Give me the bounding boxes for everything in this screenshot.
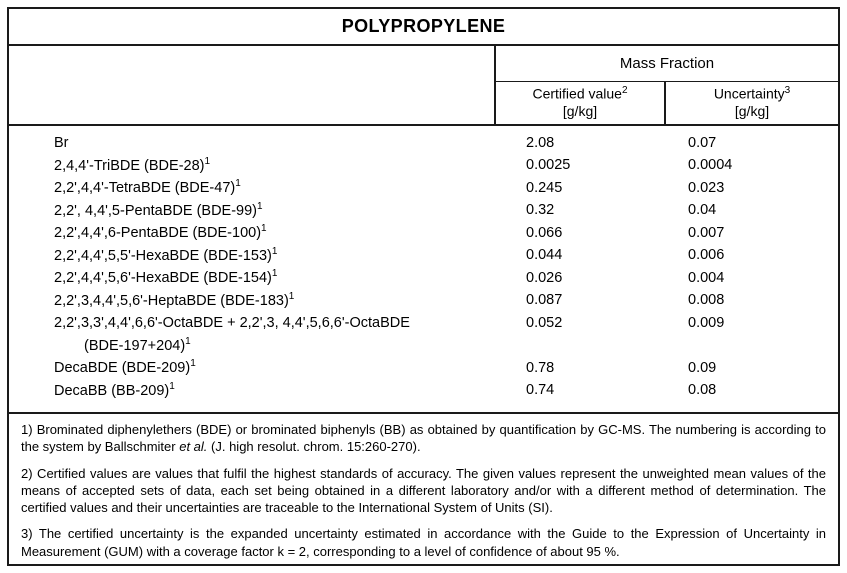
analyte-name: DecaBDE (BDE-209) xyxy=(54,359,191,376)
table-header xyxy=(9,46,838,126)
analyte-footnote-marker: 1 xyxy=(185,335,191,347)
analyte-name-cell xyxy=(9,201,496,219)
footnote-1 xyxy=(21,421,826,456)
header-cell-analyte xyxy=(9,46,496,82)
certified-value-cell: 2.08 xyxy=(526,134,555,151)
table-row xyxy=(9,246,838,269)
analyte-footnote-marker: 1 xyxy=(271,245,278,257)
page-title: POLYPROPYLENE xyxy=(341,16,506,37)
certified-value-unit: [g/kg] xyxy=(562,103,598,120)
certified-value-footnote-marker: 2 xyxy=(621,85,628,97)
uncertainty-cell: 0.009 xyxy=(688,314,725,331)
footnote-1-italic: et al. xyxy=(179,439,208,455)
uncertainty-cell: 0.07 xyxy=(688,134,717,151)
table-row xyxy=(9,201,838,224)
analyte-name: DecaBB (BB-209) xyxy=(54,382,170,399)
table-title-row xyxy=(9,9,838,46)
certificate-table xyxy=(7,7,840,566)
footnote-1-text-b: (J. high resolut. chrom. 15:260-270). xyxy=(207,439,421,455)
table-row xyxy=(9,133,838,156)
analyte-footnote-marker: 1 xyxy=(235,178,241,190)
certified-value-label: Certified value xyxy=(532,85,622,102)
analyte-name: 2,2',4,4',5,5'-HexaBDE (BDE-153) xyxy=(54,247,272,264)
header-row-bottom xyxy=(9,82,838,124)
uncertainty-cell: 0.08 xyxy=(688,382,717,399)
table-body xyxy=(9,126,838,414)
analyte-name-cell xyxy=(9,358,496,376)
analyte-name-cell xyxy=(9,156,496,174)
header-cell-certified-value xyxy=(496,82,666,124)
analyte-footnote-marker: 1 xyxy=(261,223,267,235)
analyte-name: 2,2',4,4',6-PentaBDE (BDE-100) xyxy=(54,224,262,241)
analyte-name: 2,2',3,4,4',5,6'-HeptaBDE (BDE-183) xyxy=(54,292,289,309)
analyte-name-cell xyxy=(9,291,496,309)
footnote-2: 2) Certified values are values that fulfil the highest standards of accuracy. The given values represent the unweighted mean values of the means of accepted sets of data, each set being obtained in a different laboratory and/or with a different method of determination. The certified values and their uncertainties are traceable to the International System of Units (SI). xyxy=(21,465,826,516)
certified-value-cell: 0.78 xyxy=(526,359,555,376)
certified-value-cell: 0.026 xyxy=(526,269,563,286)
uncertainty-cell: 0.004 xyxy=(688,269,725,286)
analyte-name: 2,2', 4,4',5-PentaBDE (BDE-99) xyxy=(54,202,257,219)
analyte-name-cell xyxy=(9,268,496,286)
table-row xyxy=(9,223,838,246)
analyte-footnote-marker: 1 xyxy=(169,380,175,392)
analyte-name-cell xyxy=(9,133,496,151)
footnote-1-text-a: 1) Brominated diphenylethers (BDE) or brominated biphenyls (BB) as obtained by quantification by GC-MS. The numbering is according to the system by Ballschmiter xyxy=(21,422,826,455)
analyte-name: Br xyxy=(54,134,69,151)
analyte-footnote-marker: 1 xyxy=(257,200,263,212)
header-cell-mass-fraction: Mass Fraction xyxy=(496,46,838,82)
table-row-continuation xyxy=(9,336,838,359)
table-row xyxy=(9,358,838,381)
analyte-name: 2,2',3,3',4,4',6,6'-OctaBDE + 2,2',3, 4,4',5,6,6'-OctaBDE xyxy=(54,314,410,331)
table-row xyxy=(9,313,838,336)
header-cell-uncertainty xyxy=(666,82,838,124)
analyte-footnote-marker: 1 xyxy=(204,155,211,167)
analyte-footnote-marker: 1 xyxy=(288,290,295,302)
uncertainty-cell: 0.0004 xyxy=(688,157,733,174)
certified-value-cell: 0.044 xyxy=(526,247,563,264)
table-row xyxy=(9,156,838,179)
analyte-footnote-marker: 1 xyxy=(190,358,196,370)
certified-value-cell: 0.066 xyxy=(526,224,563,241)
table-row xyxy=(9,268,838,291)
certified-value-label-line xyxy=(532,85,627,103)
certified-value-cell: 0.0025 xyxy=(526,157,571,174)
analyte-name-cell xyxy=(9,246,496,264)
analyte-name-cell xyxy=(9,336,496,354)
analyte-name: 2,4,4'-TriBDE (BDE-28) xyxy=(54,157,205,174)
certified-value-cell: 0.052 xyxy=(526,314,563,331)
uncertainty-footnote-marker: 3 xyxy=(784,85,791,97)
uncertainty-label-line xyxy=(714,85,790,103)
header-cell-analyte-blank xyxy=(9,82,496,124)
certified-value-cell: 0.74 xyxy=(526,382,555,399)
table-row xyxy=(9,178,838,201)
uncertainty-cell: 0.008 xyxy=(688,292,725,309)
uncertainty-cell: 0.04 xyxy=(688,202,717,219)
analyte-name-cell xyxy=(9,223,496,241)
analyte-name: (BDE-197+204) xyxy=(84,337,186,354)
analyte-name-cell xyxy=(9,313,496,331)
certified-value-cell: 0.32 xyxy=(526,202,555,219)
uncertainty-cell: 0.09 xyxy=(688,359,717,376)
uncertainty-label: Uncertainty xyxy=(713,85,785,102)
footnote-3: 3) The certified uncertainty is the expanded uncertainty estimated in accordance with the Guide to the Expression of Uncertainty in Measurement (GUM) with a coverage factor k = 2, corresponding to a level of confidence of about 95 %. xyxy=(21,526,826,559)
header-row-top xyxy=(9,46,838,82)
table-row xyxy=(9,381,838,404)
certified-value-cell: 0.087 xyxy=(526,292,563,309)
footnotes xyxy=(9,414,838,564)
analyte-name-cell xyxy=(9,381,496,399)
table-row xyxy=(9,291,838,314)
certified-value-cell: 0.245 xyxy=(526,179,563,196)
uncertainty-cell: 0.006 xyxy=(688,247,725,264)
uncertainty-cell: 0.023 xyxy=(688,179,725,196)
analyte-name: 2,2',4,4',5,6'-HexaBDE (BDE-154) xyxy=(54,269,272,286)
analyte-footnote-marker: 1 xyxy=(271,268,278,280)
uncertainty-cell: 0.007 xyxy=(688,224,725,241)
analyte-name-cell xyxy=(9,178,496,196)
uncertainty-unit: [g/kg] xyxy=(734,103,770,120)
analyte-name: 2,2',4,4'-TetraBDE (BDE-47) xyxy=(54,179,236,196)
